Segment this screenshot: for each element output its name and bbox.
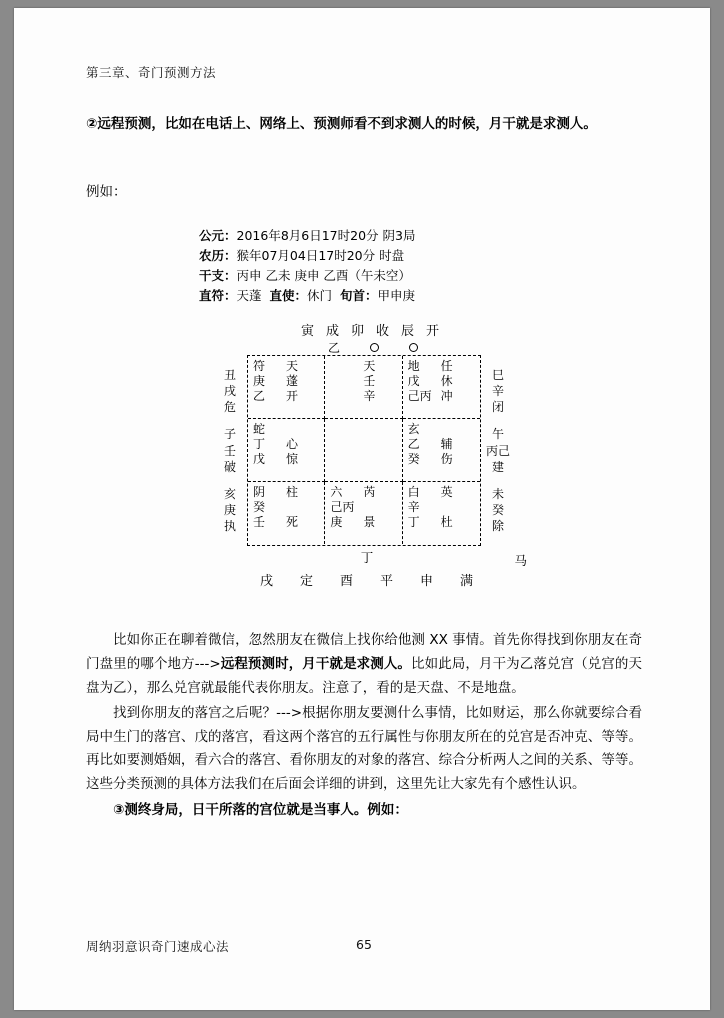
right-label-0-3: 闭 bbox=[491, 400, 504, 415]
right-label-1-1: 午 bbox=[491, 427, 504, 442]
palace-1-a: 符 bbox=[253, 359, 266, 374]
palace-3-a: 地 bbox=[407, 359, 420, 374]
right-label-1-3: 建 bbox=[491, 459, 504, 474]
document-page bbox=[14, 8, 710, 1010]
bottom-label-4: 申 bbox=[420, 574, 435, 590]
meta-row-zhifu bbox=[199, 286, 529, 306]
left-label-0-2: 戌 bbox=[223, 383, 236, 398]
palace-8-a: 六 bbox=[330, 485, 343, 500]
palace-2-b: 天 bbox=[363, 359, 376, 374]
chart-horse-label: 马 bbox=[514, 553, 527, 569]
palace-1-f: 开 bbox=[286, 389, 299, 404]
qimen-chart-body bbox=[199, 226, 529, 589]
left-label-0-1: 丑 bbox=[223, 367, 236, 382]
palace-3-c: 戊 bbox=[407, 374, 420, 389]
meta-row-ganzhi bbox=[199, 266, 529, 286]
palace-3-e: 己丙 bbox=[407, 389, 432, 404]
circle-marker-2-icon bbox=[409, 343, 418, 352]
meta-label-zhishi: 直使： bbox=[269, 288, 307, 304]
palace-cell-9 bbox=[403, 482, 480, 544]
para3-part-b: 远程预测时，月干就是求测人。 bbox=[220, 655, 412, 672]
left-label-1-2: 壬 bbox=[223, 443, 236, 458]
palace-7-a: 阴 bbox=[253, 485, 266, 500]
palace-1-e: 乙 bbox=[253, 389, 266, 404]
chart-bottom-labels bbox=[199, 570, 529, 589]
chart-top-sub bbox=[199, 339, 529, 355]
chart-top-labels bbox=[199, 320, 529, 339]
palace-4-e: 戊 bbox=[253, 452, 266, 467]
chart-meta bbox=[199, 226, 529, 306]
palace-8-c: 己丙 bbox=[330, 500, 355, 515]
top-label-0: 寅 bbox=[300, 324, 316, 340]
meta-value-nongli: 猴年07月04日17时20分 时盘 bbox=[236, 248, 405, 264]
right-label-group-0 bbox=[481, 363, 515, 419]
palace-cell-6 bbox=[403, 419, 480, 482]
qimen-chart bbox=[86, 226, 642, 589]
left-label-0-3: 危 bbox=[223, 400, 236, 415]
palace-1-b: 天 bbox=[286, 359, 299, 374]
para3-part-c: 比如此局，月干为乙落兑宫（兑宫的天盘为乙），那么兑宫就最能代表你朋友。注意了，看的是天盘、不是地盘。 bbox=[86, 655, 642, 696]
palace-8-b: 芮 bbox=[363, 485, 376, 500]
meta-row-gongyuan bbox=[199, 226, 529, 246]
palace-2-f: 辛 bbox=[363, 389, 376, 404]
palace-8-f: 景 bbox=[363, 515, 376, 530]
top-label-4: 辰 bbox=[401, 324, 417, 340]
meta-value-zhifu: 天蓬 bbox=[236, 288, 262, 304]
palace-1-c: 庚 bbox=[253, 374, 266, 389]
palace-cell-7 bbox=[248, 482, 325, 544]
chart-grid-row bbox=[199, 355, 529, 546]
palace-cell-3 bbox=[403, 356, 480, 419]
left-label-1-1: 子 bbox=[223, 427, 236, 442]
right-label-2-2: 癸 bbox=[491, 503, 504, 518]
bottom-label-3: 平 bbox=[380, 574, 395, 590]
meta-label-ganzhi: 干支： bbox=[199, 268, 237, 284]
palace-7-e: 壬 bbox=[253, 515, 266, 530]
top-label-3: 收 bbox=[376, 324, 392, 340]
palace-6-c: 乙 bbox=[407, 437, 420, 452]
palace-9-f: 杜 bbox=[440, 515, 453, 530]
paragraph-remote-prediction: ②远程预测，比如在电话上、网络上、预测师看不到求测人的时候，月干就是求测人。 bbox=[86, 116, 597, 132]
left-label-2-1: 亥 bbox=[223, 487, 236, 502]
footer-page-number: 65 bbox=[356, 937, 372, 952]
left-label-group-2 bbox=[213, 482, 247, 538]
right-label-group-2 bbox=[481, 482, 515, 538]
body-text-block bbox=[86, 629, 642, 822]
meta-row-nongli bbox=[199, 246, 529, 266]
palace-cell-8 bbox=[325, 482, 402, 544]
paragraph-find-palace: 找到你朋友的落宫之后呢？--->根据你朋友要测什么事情，比如财运，那么你就要综合看局中生门的落宫、戊的落宫，看这两个落宫的五行属性与你朋友所在的兑宫是否冲克、等等。再比如要测婚姻，看六合的落宫、看你朋友的对象的落宫、综合分析两人之间的关系、等等。这些分类预测的具体方法我们在后面会详细的讲到，这里先让大家先有个感性认识。 bbox=[86, 705, 642, 792]
palace-4-c: 丁 bbox=[253, 437, 266, 452]
palace-3-f: 冲 bbox=[440, 389, 453, 404]
left-label-group-0 bbox=[213, 363, 247, 419]
top-label-1: 成 bbox=[325, 324, 341, 340]
palace-6-a: 玄 bbox=[407, 422, 420, 437]
meta-label-zhifu: 直符： bbox=[199, 288, 237, 304]
palace-cell-5 bbox=[325, 419, 402, 482]
palace-4-f: 惊 bbox=[286, 452, 299, 467]
paragraph-wechat-example bbox=[86, 629, 642, 700]
chart-left-labels bbox=[213, 355, 247, 546]
palace-cell-1 bbox=[248, 356, 325, 419]
qimen-grid bbox=[247, 355, 481, 546]
meta-value-zhishi: 休门 bbox=[307, 288, 333, 304]
meta-value-ganzhi: 丙申 乙未 庚申 乙酉（午未空） bbox=[236, 268, 411, 284]
paragraph-lifetime-chart: ③测终身局，日干所落的宫位就是当事人。例如： bbox=[113, 801, 408, 818]
footer-title: 周纳羽意识奇门速成心法 bbox=[86, 939, 230, 954]
palace-7-b: 柱 bbox=[286, 485, 299, 500]
palace-6-f: 伤 bbox=[440, 452, 453, 467]
page-footer bbox=[86, 937, 642, 955]
left-label-2-3: 执 bbox=[223, 519, 236, 534]
palace-cell-2 bbox=[325, 356, 402, 419]
top-label-2: 卯 bbox=[350, 324, 366, 340]
right-label-0-1: 巳 bbox=[491, 367, 504, 382]
left-label-2-2: 庚 bbox=[223, 503, 236, 518]
left-label-group-1 bbox=[213, 423, 247, 479]
palace-9-c: 辛 bbox=[407, 500, 420, 515]
chart-right-labels bbox=[481, 355, 515, 546]
palace-cell-4 bbox=[248, 419, 325, 482]
top-sub-yi: 乙 bbox=[327, 340, 340, 355]
palace-7-f: 死 bbox=[286, 515, 299, 530]
right-label-2-3: 除 bbox=[491, 519, 504, 534]
right-label-0-2: 辛 bbox=[491, 383, 504, 398]
meta-label-nongli: 农历： bbox=[199, 248, 237, 264]
bottom-label-2: 酉 bbox=[339, 574, 354, 590]
top-label-5: 开 bbox=[426, 324, 442, 340]
circle-marker-1-icon bbox=[370, 343, 379, 352]
chart-bottom-top: 丁 bbox=[360, 550, 374, 566]
meta-value-xunshou: 甲申庚 bbox=[377, 288, 415, 304]
palace-8-e: 庚 bbox=[330, 515, 343, 530]
page-content bbox=[86, 63, 642, 824]
palace-9-b: 英 bbox=[440, 485, 453, 500]
palace-2-d: 壬 bbox=[363, 374, 376, 389]
paragraph-example-label: 例如： bbox=[86, 183, 127, 200]
right-label-group-1 bbox=[481, 423, 515, 479]
palace-9-a: 白 bbox=[407, 485, 420, 500]
palace-7-c: 癸 bbox=[253, 500, 266, 515]
palace-3-b: 任 bbox=[440, 359, 453, 374]
palace-9-e: 丁 bbox=[407, 515, 420, 530]
palace-4-d: 心 bbox=[286, 437, 299, 452]
meta-label-xunshou: 旬首： bbox=[339, 288, 378, 304]
palace-4-a: 蛇 bbox=[253, 422, 266, 437]
palace-3-d: 休 bbox=[440, 374, 453, 389]
para3-part-a: 比如你正在聊着微信，忽然朋友在微信上找你给他测 XX 事情。首先你得找到你朋友在奇门盘里的哪个地方---> bbox=[86, 632, 642, 672]
right-label-1-2: 丙己 bbox=[485, 443, 510, 458]
right-label-2-1: 未 bbox=[491, 487, 504, 502]
page-header: 第三章、奇门预测方法 bbox=[86, 65, 217, 80]
palace-1-d: 蓬 bbox=[286, 374, 299, 389]
bottom-label-5: 满 bbox=[460, 574, 475, 590]
left-label-1-3: 破 bbox=[223, 459, 236, 474]
meta-value-gongyuan: 2016年8月6日17时20分 阴3局 bbox=[236, 228, 416, 244]
palace-6-e: 癸 bbox=[407, 452, 420, 467]
meta-label-gongyuan: 公元： bbox=[199, 228, 237, 244]
bottom-label-0: 戌 bbox=[259, 574, 274, 590]
bottom-label-1: 定 bbox=[299, 574, 314, 590]
palace-6-d: 辅 bbox=[440, 437, 453, 452]
